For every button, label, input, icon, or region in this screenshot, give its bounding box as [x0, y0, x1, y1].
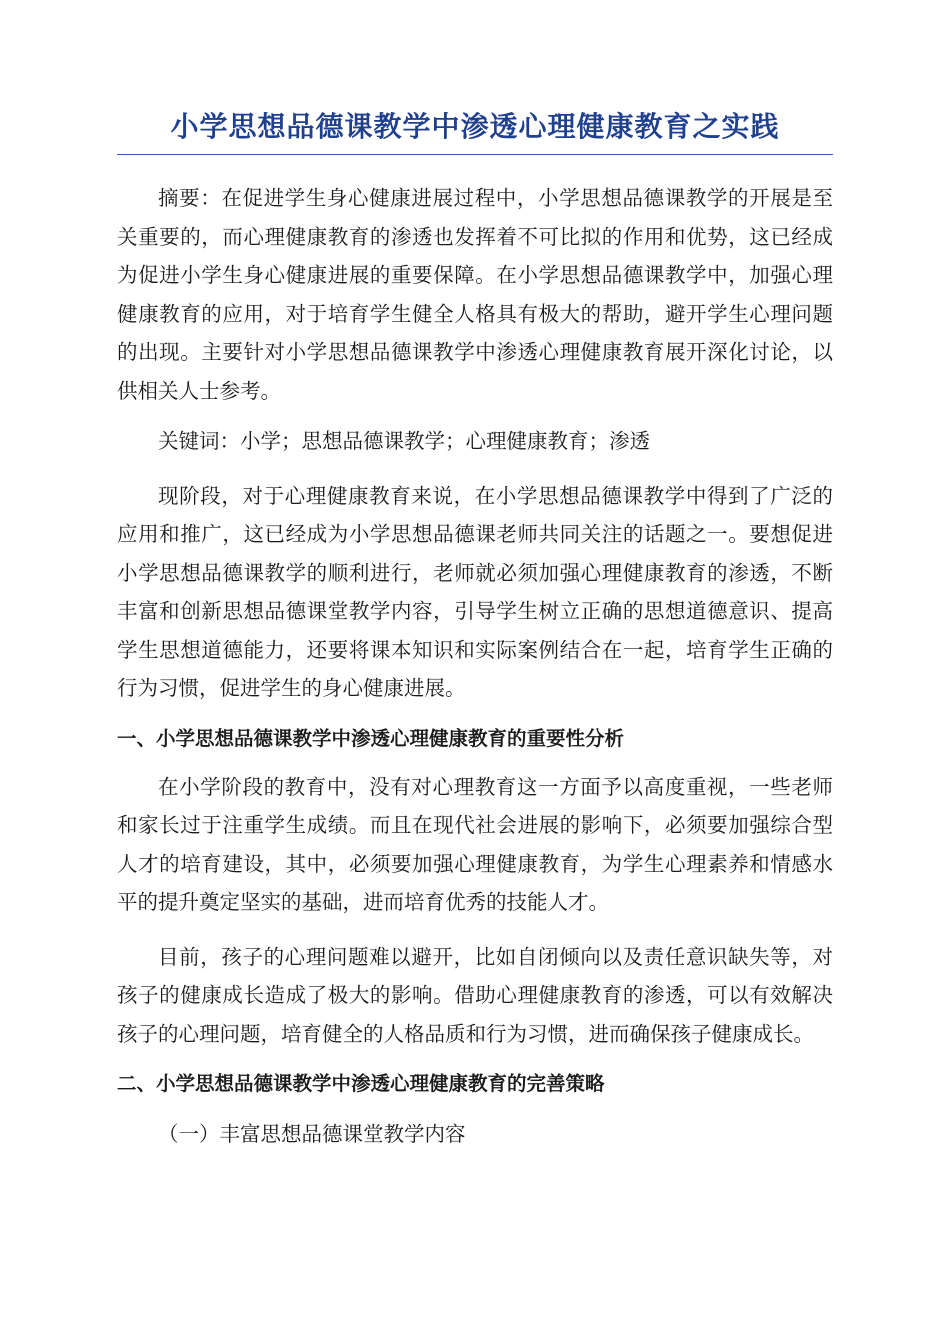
- abstract-paragraph: 摘要：在促进学生身心健康进展过程中，小学思想品德课教学的开展是至关重要的，而心理健康教育的渗透也发挥着不可比拟的作用和优势，这已经成为促进小学生身心健康进展的重要保障。在小学思想品德课教学中，加强心理健康教育的应用，对于培育学生健全人格具有极大的帮助，避开学生心理问题的出现。主要针对小学思想品德课教学中渗透心理健康教育展开深化讨论，以供相关人士参考。: [117, 186, 833, 403]
- document-title: 小学思想品德课教学中渗透心理健康教育之实践: [117, 108, 833, 155]
- keywords-paragraph: 关键词：小学；思想品德课教学；心理健康教育；渗透: [158, 429, 650, 453]
- section-1-paragraph-2: 目前，孩子的心理问题难以避开，比如自闭倾向以及责任意识缺失等，对孩子的健康成长造成了极大的影响。借助心理健康教育的渗透，可以有效解决孩子的心理问题，培育健全的人格品质和行为习惯，进而确保孩子健康成长。: [117, 944, 833, 1046]
- section-1-heading: 一、小学思想品德课教学中渗透心理健康教育的重要性分析: [117, 726, 625, 750]
- intro-paragraph: 现阶段，对于心理健康教育来说，在小学思想品德课教学中得到了广泛的应用和推广，这已经成为小学思想品德课老师共同关注的话题之一。要想促进小学思想品德课教学的顺利进行，老师就必须加强心理健康教育的渗透，不断丰富和创新思想品德课堂教学内容，引导学生树立正确的思想道德意识、提高学生思想道德能力，还要将课本知识和实际案例结合在一起，培育学生正确的行为习惯，促进学生的身心健康进展。: [117, 483, 833, 700]
- section-1-paragraph-1: 在小学阶段的教育中，没有对心理教育这一方面予以高度重视，一些老师和家长过于注重学生成绩。而且在现代社会进展的影响下，必须要加强综合型人才的培育建设，其中，必须要加强心理健康教育，为学生心理素养和情感水平的提升奠定坚实的基础，进而培育优秀的技能人才。: [117, 774, 833, 914]
- document-page: [117, 108, 833, 1153]
- section-2-heading: 二、小学思想品德课教学中渗透心理健康教育的完善策略: [117, 1072, 605, 1095]
- section-2-subheading-1: （一）丰富思想品德课堂教学内容: [158, 1122, 466, 1146]
